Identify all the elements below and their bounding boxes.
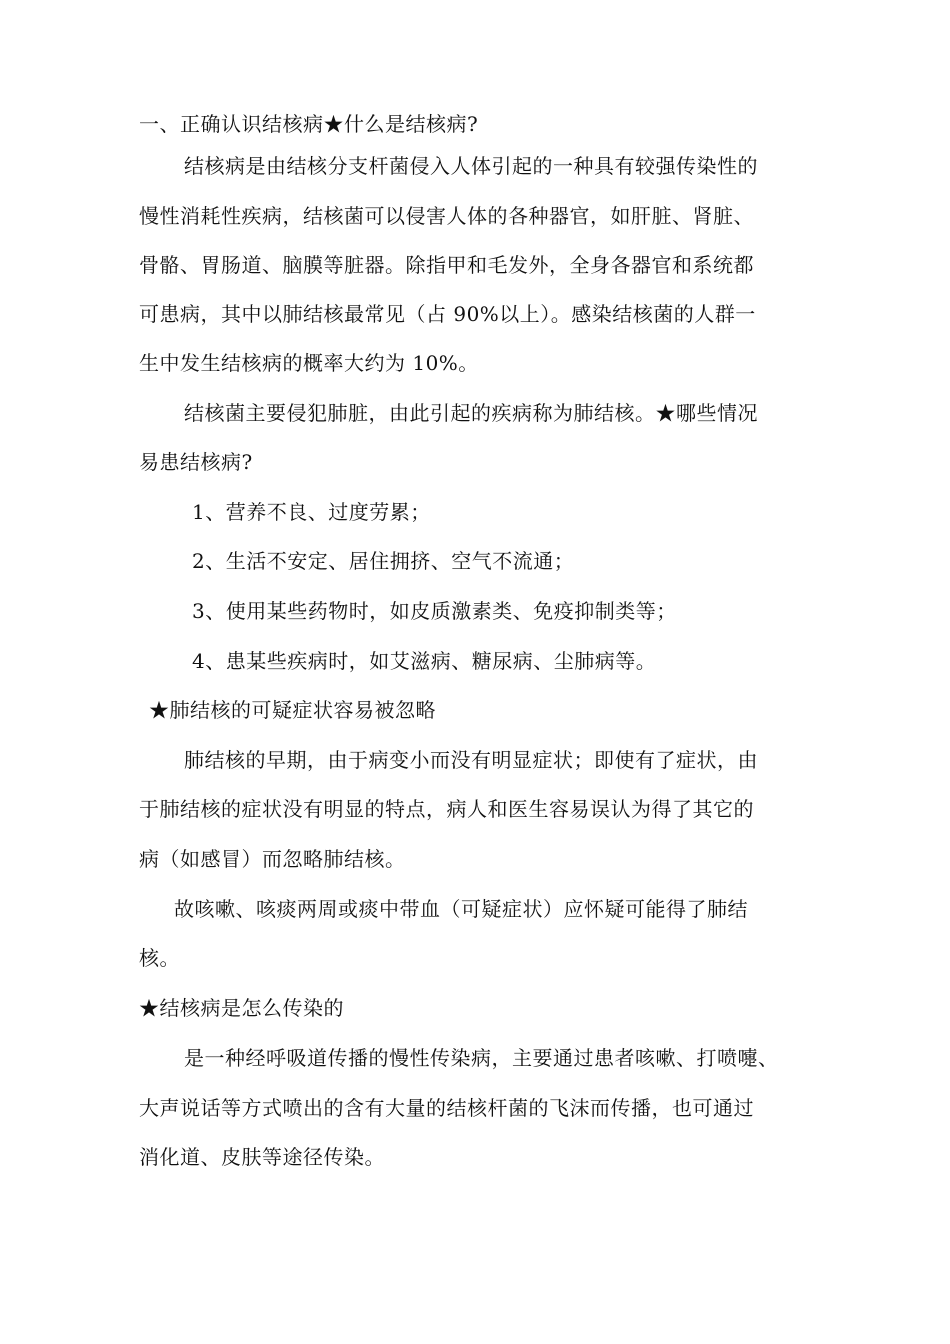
paragraph-line: 慢性消耗性疾病，结核菌可以侵害人体的各种器官，如肝脏、肾脏、 bbox=[139, 204, 754, 228]
paragraph-line: 骨骼、胃肠道、脑膜等脏器。除指甲和毛发外，全身各器官和系统都 bbox=[139, 253, 754, 277]
list-item: 3、使用某些药物时，如皮质激素类、免疫抑制类等； bbox=[192, 599, 677, 623]
list-item: 2、生活不安定、居住拥挤、空气不流通； bbox=[192, 549, 575, 573]
paragraph-line: 易患结核病? bbox=[139, 450, 253, 474]
section-heading: ★肺结核的可疑症状容易被忽略 bbox=[149, 698, 436, 722]
paragraph-line: 于肺结核的症状没有明显的特点，病人和医生容易误认为得了其它的 bbox=[139, 797, 754, 821]
paragraph-line: 消化道、皮肤等途径传染。 bbox=[139, 1145, 385, 1169]
list-item: 4、患某些疾病时，如艾滋病、糖尿病、尘肺病等。 bbox=[192, 649, 657, 673]
paragraph-line: 可患病，其中以肺结核最常见（占 90%以上）。感染结核菌的人群一 bbox=[139, 302, 756, 326]
paragraph-line: 结核菌主要侵犯肺脏，由此引起的疾病称为肺结核。★哪些情况 bbox=[184, 401, 758, 425]
paragraph-line: 是一种经呼吸道传播的慢性传染病，主要通过患者咳嗽、打喷嚏、 bbox=[184, 1046, 779, 1070]
section-heading: ★结核病是怎么传染的 bbox=[139, 996, 344, 1020]
paragraph-line: 核。 bbox=[139, 946, 180, 970]
paragraph-line: 肺结核的早期，由于病变小而没有明显症状；即使有了症状，由 bbox=[184, 748, 758, 772]
paragraph-line: 故咳嗽、咳痰两周或痰中带血（可疑症状）应怀疑可能得了肺结 bbox=[174, 897, 748, 921]
paragraph-line: 大声说话等方式喷出的含有大量的结核杆菌的飞沫而传播，也可通过 bbox=[139, 1096, 754, 1120]
paragraph-line: 生中发生结核病的概率大约为 10%。 bbox=[139, 351, 479, 375]
paragraph-line: 结核病是由结核分支杆菌侵入人体引起的一种具有较强传染性的 bbox=[184, 154, 758, 178]
paragraph-line: 病（如感冒）而忽略肺结核。 bbox=[139, 847, 406, 871]
section-heading: 一、正确认识结核病★什么是结核病? bbox=[139, 112, 479, 136]
list-item: 1、营养不良、过度劳累； bbox=[192, 500, 431, 524]
